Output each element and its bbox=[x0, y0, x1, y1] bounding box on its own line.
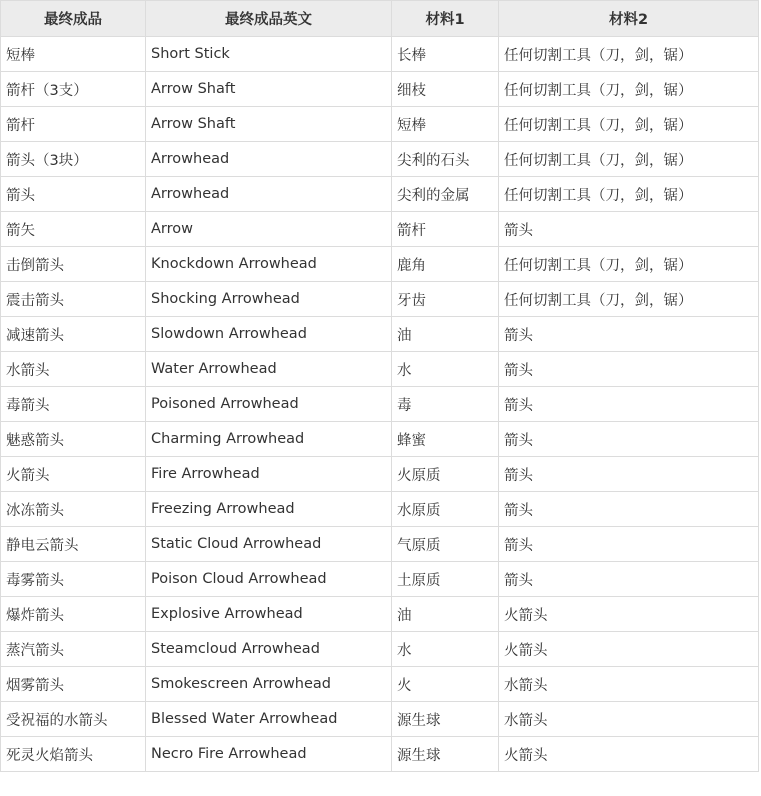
table-row bbox=[1, 702, 759, 737]
table-row bbox=[1, 667, 759, 702]
table-row bbox=[1, 492, 759, 527]
cell-final-product-english: Explosive Arrowhead bbox=[146, 597, 392, 632]
cell-material-1: 源生球 bbox=[392, 702, 499, 737]
cell-final-product: 蒸汽箭头 bbox=[1, 632, 146, 667]
table-header-row bbox=[1, 1, 759, 37]
cell-final-product-english: Freezing Arrowhead bbox=[146, 492, 392, 527]
cell-material-2: 水箭头 bbox=[499, 702, 759, 737]
cell-material-2: 水箭头 bbox=[499, 667, 759, 702]
table-body bbox=[1, 37, 759, 772]
cell-final-product-english: Arrow bbox=[146, 212, 392, 247]
cell-material-1: 毒 bbox=[392, 387, 499, 422]
cell-final-product-english: Smokescreen Arrowhead bbox=[146, 667, 392, 702]
table-row bbox=[1, 282, 759, 317]
cell-final-product-english: Arrow Shaft bbox=[146, 72, 392, 107]
table-row bbox=[1, 142, 759, 177]
cell-material-2: 箭头 bbox=[499, 352, 759, 387]
cell-final-product: 箭头（3块） bbox=[1, 142, 146, 177]
cell-final-product-english: Poison Cloud Arrowhead bbox=[146, 562, 392, 597]
cell-final-product-english: Poisoned Arrowhead bbox=[146, 387, 392, 422]
cell-final-product: 箭头 bbox=[1, 177, 146, 212]
cell-material-1: 短棒 bbox=[392, 107, 499, 142]
header-final-product-english: 最终成品英文 bbox=[146, 1, 392, 37]
table-row bbox=[1, 597, 759, 632]
table-row bbox=[1, 177, 759, 212]
cell-final-product: 魅惑箭头 bbox=[1, 422, 146, 457]
cell-material-1: 尖利的金属 bbox=[392, 177, 499, 212]
cell-final-product-english: Charming Arrowhead bbox=[146, 422, 392, 457]
cell-material-2: 任何切割工具（刀，剑，锯） bbox=[499, 107, 759, 142]
cell-material-2: 任何切割工具（刀，剑，锯） bbox=[499, 247, 759, 282]
table-row bbox=[1, 422, 759, 457]
table-row bbox=[1, 247, 759, 282]
cell-final-product: 短棒 bbox=[1, 37, 146, 72]
cell-material-2: 任何切割工具（刀，剑，锯） bbox=[499, 177, 759, 212]
cell-final-product: 静电云箭头 bbox=[1, 527, 146, 562]
cell-material-1: 箭杆 bbox=[392, 212, 499, 247]
table-row bbox=[1, 72, 759, 107]
cell-final-product-english: Static Cloud Arrowhead bbox=[146, 527, 392, 562]
cell-material-2: 火箭头 bbox=[499, 737, 759, 772]
cell-final-product-english: Slowdown Arrowhead bbox=[146, 317, 392, 352]
cell-material-1: 尖利的石头 bbox=[392, 142, 499, 177]
cell-material-2: 任何切割工具（刀，剑，锯） bbox=[499, 142, 759, 177]
cell-final-product-english: Fire Arrowhead bbox=[146, 457, 392, 492]
cell-material-1: 源生球 bbox=[392, 737, 499, 772]
cell-material-1: 油 bbox=[392, 317, 499, 352]
header-material-1: 材料1 bbox=[392, 1, 499, 37]
table-row bbox=[1, 457, 759, 492]
cell-final-product: 水箭头 bbox=[1, 352, 146, 387]
cell-material-2: 箭头 bbox=[499, 492, 759, 527]
cell-material-2: 箭头 bbox=[499, 527, 759, 562]
header-material-2: 材料2 bbox=[499, 1, 759, 37]
cell-final-product-english: Water Arrowhead bbox=[146, 352, 392, 387]
cell-final-product-english: Necro Fire Arrowhead bbox=[146, 737, 392, 772]
cell-material-1: 气原质 bbox=[392, 527, 499, 562]
cell-final-product: 击倒箭头 bbox=[1, 247, 146, 282]
table-row bbox=[1, 317, 759, 352]
cell-final-product: 死灵火焰箭头 bbox=[1, 737, 146, 772]
cell-material-2: 箭头 bbox=[499, 387, 759, 422]
cell-material-2: 箭头 bbox=[499, 212, 759, 247]
table-row bbox=[1, 737, 759, 772]
cell-material-1: 细枝 bbox=[392, 72, 499, 107]
table-row bbox=[1, 107, 759, 142]
cell-material-2: 箭头 bbox=[499, 457, 759, 492]
cell-final-product-english: Steamcloud Arrowhead bbox=[146, 632, 392, 667]
table-row bbox=[1, 562, 759, 597]
cell-final-product: 冰冻箭头 bbox=[1, 492, 146, 527]
cell-final-product-english: Arrowhead bbox=[146, 177, 392, 212]
cell-material-1: 火 bbox=[392, 667, 499, 702]
cell-material-2: 火箭头 bbox=[499, 632, 759, 667]
cell-material-2: 箭头 bbox=[499, 317, 759, 352]
cell-final-product-english: Blessed Water Arrowhead bbox=[146, 702, 392, 737]
cell-final-product: 箭杆 bbox=[1, 107, 146, 142]
cell-material-2: 火箭头 bbox=[499, 597, 759, 632]
cell-final-product: 箭矢 bbox=[1, 212, 146, 247]
cell-material-1: 水 bbox=[392, 352, 499, 387]
table-row bbox=[1, 527, 759, 562]
cell-final-product: 受祝福的水箭头 bbox=[1, 702, 146, 737]
table-row bbox=[1, 632, 759, 667]
cell-final-product: 烟雾箭头 bbox=[1, 667, 146, 702]
cell-material-1: 牙齿 bbox=[392, 282, 499, 317]
cell-material-1: 油 bbox=[392, 597, 499, 632]
cell-material-2: 箭头 bbox=[499, 422, 759, 457]
cell-material-2: 任何切割工具（刀，剑，锯） bbox=[499, 37, 759, 72]
cell-final-product: 毒箭头 bbox=[1, 387, 146, 422]
cell-final-product: 火箭头 bbox=[1, 457, 146, 492]
table-row bbox=[1, 212, 759, 247]
table-row bbox=[1, 387, 759, 422]
table-row bbox=[1, 352, 759, 387]
header-final-product: 最终成品 bbox=[1, 1, 146, 37]
cell-material-2: 任何切割工具（刀，剑，锯） bbox=[499, 72, 759, 107]
cell-material-1: 土原质 bbox=[392, 562, 499, 597]
cell-final-product-english: Shocking Arrowhead bbox=[146, 282, 392, 317]
cell-final-product: 箭杆（3支） bbox=[1, 72, 146, 107]
cell-final-product-english: Short Stick bbox=[146, 37, 392, 72]
cell-material-2: 任何切割工具（刀，剑，锯） bbox=[499, 282, 759, 317]
table-row bbox=[1, 37, 759, 72]
table-header bbox=[1, 1, 759, 37]
cell-material-1: 长棒 bbox=[392, 37, 499, 72]
cell-material-1: 火原质 bbox=[392, 457, 499, 492]
cell-final-product-english: Knockdown Arrowhead bbox=[146, 247, 392, 282]
cell-material-1: 水 bbox=[392, 632, 499, 667]
cell-material-1: 鹿角 bbox=[392, 247, 499, 282]
cell-final-product-english: Arrowhead bbox=[146, 142, 392, 177]
cell-material-2: 箭头 bbox=[499, 562, 759, 597]
cell-final-product: 毒雾箭头 bbox=[1, 562, 146, 597]
cell-final-product: 减速箭头 bbox=[1, 317, 146, 352]
cell-final-product: 震击箭头 bbox=[1, 282, 146, 317]
cell-final-product: 爆炸箭头 bbox=[1, 597, 146, 632]
cell-final-product-english: Arrow Shaft bbox=[146, 107, 392, 142]
cell-material-1: 水原质 bbox=[392, 492, 499, 527]
cell-material-1: 蜂蜜 bbox=[392, 422, 499, 457]
